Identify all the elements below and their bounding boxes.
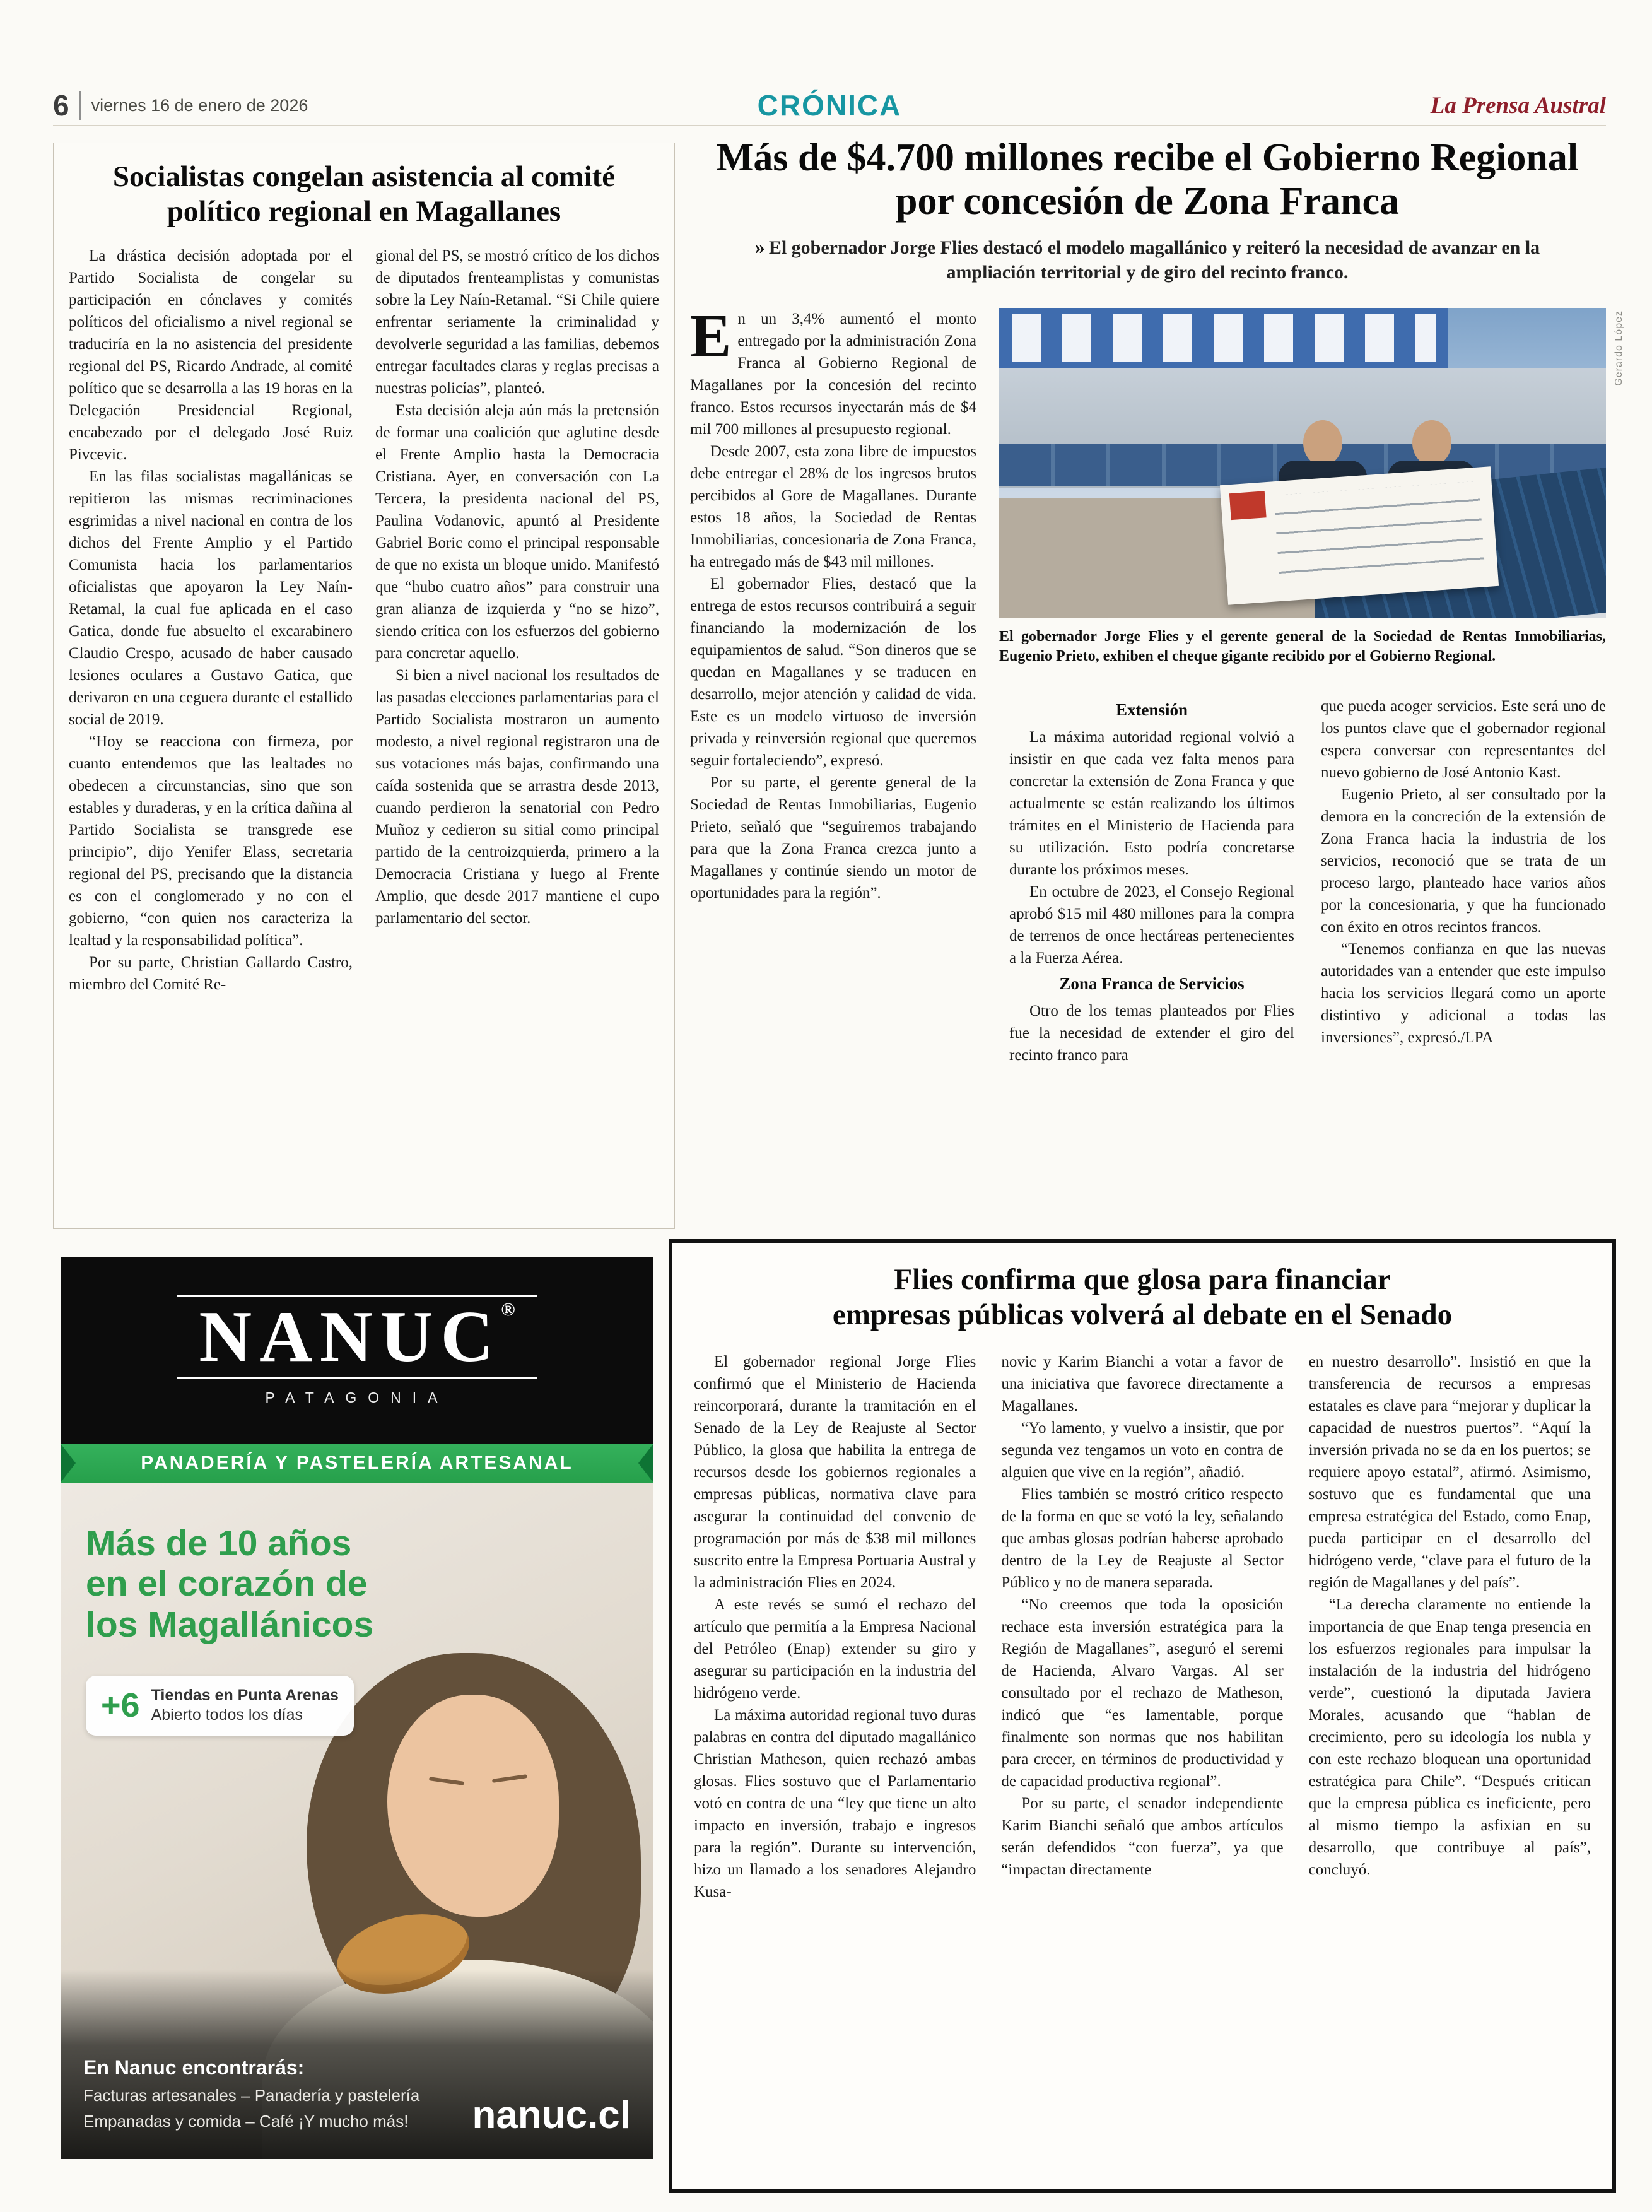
article-kicker bbox=[725, 234, 1570, 285]
photo-sign-letters bbox=[1012, 314, 1436, 362]
registered-mark-icon: ® bbox=[501, 1298, 515, 1320]
paragraph: Flies también se mostró crítico respecto de la forma en que se votó la ley, señalando que ambas glosas podrían haberse aprobado dentro de la Ley de Reajuste al Sector Público y no de manera separada. bbox=[1001, 1485, 1284, 1591]
article-glosa-senado bbox=[669, 1239, 1616, 2193]
article-title: Socialistas congelan asistencia al comité político regional en Magallanes bbox=[112, 160, 616, 228]
headline-line2: empresas públicas volverá al debate en el Senado bbox=[832, 1298, 1453, 1332]
paragraph: Otro de los temas planteados por Flies fue la necesidad de extender el giro del recinto franco para bbox=[1009, 1003, 1294, 1064]
newspaper-brand: La Prensa Austral bbox=[1430, 92, 1606, 119]
nanuc-tagline: PATAGONIA bbox=[265, 1389, 449, 1406]
paragraph: Por su parte, el senador independiente Karim Bianchi señaló que ambos artículos serán defendidos “con fuerza”, ya que “impactan directamente bbox=[1001, 1794, 1284, 1878]
paragraph: “No creemos que toda la oposición rechace esta inversión estratégica para la Región de Magallanes”, aseguró el seremi de Hacienda, Alvaro Vargas. Al ser consultado por el rechazo de Matheson, indicó que “es lamentable, porque finalmente son normas que nos habilitan para crecer, en términos de productividad y de capacidad productiva regional”. bbox=[1001, 1596, 1284, 1790]
check-logo bbox=[1229, 491, 1267, 520]
article-column-3 bbox=[1321, 695, 1606, 1229]
article-column-3 bbox=[1309, 1351, 1591, 2166]
paragraph: “Yo lamento, y vuelvo a insistir, que por segunda vez tengamos un voto en contra de alguien que vive en la región”, añadió. bbox=[1001, 1419, 1284, 1481]
paragraph: El gobernador regional Jorge Flies confirmó que el Ministerio de Hacienda reincorporará, durante la tramitación en el Senado de la Ley de Reajuste al Sector Público, la glosa que habilita la entrega de recursos desde los gobiernos regionales a empresas públicas, normativa clave para asegurar la continuidad del convenio de programación por más de $38 mil millones suscrito entre la Empresa Portuaria Austral y la administración Flies en 2024. bbox=[694, 1353, 976, 1591]
photo-credit: Gerardo López bbox=[1614, 310, 1624, 386]
badge-text bbox=[151, 1686, 339, 1726]
column-paragraphs bbox=[690, 440, 976, 904]
paragraph: La máxima autoridad regional volvió a insistir en que cada vez falta menos para concretar la extensión de Zona Franca y que actualmente se están realizando los últimos trámites en el Ministerio de Hacienda para su utilización. Esto podría concretarse durante los próximos meses. bbox=[1009, 729, 1294, 878]
nanuc-logo-block bbox=[61, 1257, 653, 1444]
nanuc-advertisement bbox=[61, 1257, 653, 2159]
article-headline: Más de $4.700 millones recibe el Gobierno Regional por concesión de Zona Franca bbox=[716, 136, 1579, 223]
article-socialistas bbox=[53, 143, 675, 1229]
page-header bbox=[53, 86, 1606, 126]
photo-sign bbox=[999, 308, 1448, 368]
paragraph: La máxima autoridad regional tuvo duras palabras en contra del diputado magallánico Christian Matheson, quien rechazó ambas glosas. Flies sostuvo que el Parlamentario votó en contra de una “ley que tiene un alto impacto en inversión, trabajo e ingresos para la región”. Durante su intervención, hizo un llamado a los senadores Alejandro Kusa- bbox=[694, 1706, 976, 1900]
article-column-2 bbox=[375, 245, 659, 1182]
stores-badge bbox=[86, 1676, 354, 1736]
badge-line2: Abierto todos los días bbox=[151, 1706, 303, 1724]
lead-text: n un 3,4% aumentó el monto entregado por la administración Zona Franca al Gobierno Regional de Magallanes por la concesión del recinto franco. Estos recursos inyectarán más de $4 mil 700 millones al presupuesto regional. bbox=[690, 310, 976, 438]
subhead-extension: Extensión bbox=[1115, 700, 1188, 719]
paragraph: Esta decisión aleja aún más la pretensión de formar una coalición que aglutine desde el Frente Amplio hasta la Democracia Cristiana. Ayer, en conversación con La Tercera, la presidenta nacional del PS, Paulina Vodanovic, apuntó al Presidente Gabriel Boric como el principal responsable de que no exista un bloque unido. Manifestó que “hubo cuatro años” para construir una gran alianza de izquierda y “no se hizo”, siendo crítica con los esfuerzos del gobierno para concretar aquello. bbox=[375, 402, 659, 662]
news-photo bbox=[999, 308, 1606, 618]
footer-line2: Empanadas y comida – Café ¡Y mucho más! bbox=[83, 2112, 409, 2131]
photo-caption: El gobernador Jorge Flies y el gerente general de la Sociedad de Rentas Inmobiliarias, Eugenio Prieto, exhiben el cheque gigante recibido por el Gobierno Regional. bbox=[999, 628, 1606, 664]
person-head bbox=[1412, 420, 1451, 466]
check-text-lines bbox=[1274, 481, 1485, 590]
column-paragraphs bbox=[1009, 1000, 1294, 1066]
headline-line1: Flies confirma que glosa para financiar bbox=[894, 1263, 1391, 1296]
paragraph: Desde 2007, esta zona libre de impuestos debe entregar el 28% de los ingresos brutos percibidos al Gore de Magallanes. Durante estos 18 años, la Sociedad de Rentas Inmobiliarias, concesionaria de Zona Franca, ha entregado más de $43 mil millones. bbox=[690, 443, 976, 570]
paragraph: que pueda acoger servicios. Este será uno de los puntos clave que el gobernador regional espera conversar con representantes del nuevo gobierno de José Antonio Kast. bbox=[1321, 698, 1606, 781]
person-head bbox=[1303, 420, 1342, 466]
paragraph: “La derecha claramente no entiende la importancia de que Enap tenga presencia en los esfuerzos regionales para impulsar la instalación de la industria del hidrógeno verde”, cuestionó la diputada Javiera Morales, acusando que “hablan de crecimiento, pero su ideología los nubla y con este rechazo bloquean una oportunidad estratégica para Chile”. “Después critican que la empresa pública es ineficiente, pero al mismo tiempo la asfixian en su desarrollo, que contribuye al país”, concluyó. bbox=[1308, 1596, 1591, 1878]
paragraph: En octubre de 2023, el Consejo Regional aprobó $15 mil 480 millones para la compra de terrenos de once hectáreas pertenecientes a la Fuerza Aérea. bbox=[1009, 883, 1294, 967]
article-body bbox=[689, 308, 1624, 1229]
paragraph: El gobernador Flies, destacó que la entrega de estos recursos contribuirá a seguir financiando la modernización de los equipamientos de salud. “Son dineros que se quedan en Magallanes y se traducen en desarrollo, mejor atención y calidad de vida. Este es un modelo virtuoso de inversión privada y reinversión regional que queremos seguir fortaleciendo”, expresó. bbox=[690, 575, 976, 769]
ad-headline-line3: los Magallánicos bbox=[86, 1604, 374, 1645]
nanuc-photo-area bbox=[61, 1483, 653, 2159]
photo-giant-check bbox=[1220, 466, 1499, 605]
column-paragraphs bbox=[1009, 726, 1294, 969]
article-columns bbox=[694, 1351, 1591, 2166]
footer-title: En Nanuc encontrarás: bbox=[83, 2056, 305, 2079]
nanuc-logo-text: NANUC bbox=[199, 1296, 501, 1377]
page-date: viernes 16 de enero de 2026 bbox=[91, 95, 308, 115]
page-number: 6 bbox=[53, 91, 81, 120]
paragraph: “Tenemos confianza en que las nuevas autoridades van a entender que este impulso hacia los servicios llegará como un aporte distintivo y adicional a todas las inversiones”, expresó./LPA bbox=[1321, 941, 1606, 1046]
paragraph: A este revés se sumó el rechazo del artículo que permitía a la Empresa Nacional del Petróleo (Enap) extender su giro y asegurar su participación en la industria del hidrógeno verde. bbox=[694, 1596, 976, 1702]
paragraph: “Hoy se reacciona con firmeza, por cuanto entendemos que las lealtades no obedecen a circunstancias, sino que son estables y duraderas, y en la crítica dañina al Partido Socialista se transgrede ese principio”, dijo Yenifer Elass, secretaria regional del PS, precisando que la distancia es con el conglomerado y no con el gobierno, “con quien nos caracteriza la lealtad y la responsabilidad política”. bbox=[69, 733, 353, 950]
paragraph: Por su parte, Christian Gallardo Castro, miembro del Comité Re- bbox=[69, 954, 353, 994]
ad-footer-overlay bbox=[61, 1970, 653, 2159]
subhead-servicios: Zona Franca de Servicios bbox=[1059, 974, 1245, 993]
paragraph: Eugenio Prieto, al ser consultado por la demora en la concreción de la extensión de Zona Franca hacia la industria de los servicios, reconoció que se trata de un proceso largo, planteado hace varios años por la concesionaria, y que ha funcionado con éxito en otros recintos francos. bbox=[1321, 786, 1606, 936]
ad-footer-text bbox=[83, 2056, 419, 2131]
paragraph: en nuestro desarrollo”. Insistió en que la transferencia de recursos a empresas estatales es clave para “mejorar y duplicar la capacidad de nuestros puertos”. “Aquí la inversión privada no se da en los puertos; se requiere apoyo estatal”, afirmó. Asimismo, sostuvo que es fundamental que una empresa estratégica del Estado, como Enap, pueda participar en el desarrollo del hidrógeno verde, “clave para el futuro de la región de Magallanes y del país”. bbox=[1308, 1353, 1591, 1591]
ribbon-text: PANADERÍA Y PASTELERÍA ARTESANAL bbox=[141, 1452, 573, 1473]
article-columns bbox=[69, 245, 659, 1182]
ad-headline-line2: en el corazón de bbox=[86, 1563, 368, 1604]
article-column-1 bbox=[69, 245, 353, 1182]
kicker-text: El gobernador Jorge Flies destacó el modelo magallánico y reiteró la necesidad de avanzar en la ampliación territorial y de giro del recinto franco. bbox=[768, 237, 1540, 283]
article-column-1 bbox=[694, 1351, 976, 2166]
ad-headline-line1: Más de 10 años bbox=[86, 1523, 352, 1563]
section-title: CRÓNICA bbox=[757, 89, 902, 122]
article-column-2 bbox=[1001, 1351, 1283, 2166]
drop-cap: E bbox=[690, 308, 732, 370]
paragraph: En las filas socialistas magallánicas se repitieron las mismas recriminaciones esgrimidas a nivel nacional en contra de los dichos del Frente Amplio y el Partido Comunista hacia los parlamentarios oficialistas que apoyaron la Ley Naín-Retamal, la cual fue aplicada en el caso Gatica, donde fue absuelto el excarabinero Claudio Crespo, acusado de haber causado lesiones oculares a Gustavo Gatica, que derivaron en una ceguera durante el estallido social de 2019. bbox=[69, 468, 353, 729]
paragraph: La drástica decisión adoptada por el Partido Socialista de congelar su participación en cónclaves y comités políticos del oficialismo a nivel regional se traduciría en la no asistencia del presidente regional del PS, Ricardo Andrade, al comité político que se desarrolla a las 19 horas en la Delegación Presidencial Regional, encabezado por el delegado José Ruiz Pivcevic. bbox=[69, 247, 353, 464]
nanuc-ribbon bbox=[61, 1444, 653, 1483]
badge-count: +6 bbox=[101, 1686, 140, 1725]
footer-line1: Facturas artesanales – Panadería y pastelería bbox=[83, 2086, 420, 2105]
nanuc-website: nanuc.cl bbox=[472, 2093, 631, 2137]
article-zona-franca bbox=[689, 136, 1624, 1229]
article-column-2 bbox=[1009, 695, 1294, 1229]
article-headline bbox=[694, 1262, 1591, 1333]
nanuc-logo-frame bbox=[177, 1295, 536, 1379]
paragraph: novic y Karim Bianchi a votar a favor de una iniciativa que favorece directamente a Magallanes. bbox=[1001, 1353, 1284, 1415]
paragraph: gional del PS, se mostró crítico de los dichos de diputados frenteamplistas y comunistas sobre la Ley Naín-Retamal. “Si Chile quiere enfrentar seriamente la criminalidad y devolverle seguridad a las familias, debemos entregar facultades claras y reglas precisas a nuestras policías”, planteó. bbox=[375, 247, 659, 397]
ad-headline bbox=[86, 1523, 373, 1645]
paragraph: Por su parte, el gerente general de la Sociedad de Rentas Inmobiliarias, Eugenio Prieto, señaló que “seguiremos trabajando para que la Zona Franca crezca junto a Magallanes y continúe siendo un motor de oportunidades para la región”. bbox=[690, 774, 976, 902]
article-column-1 bbox=[690, 308, 976, 1229]
badge-line1: Tiendas en Punta Arenas bbox=[151, 1686, 339, 1704]
paragraph: Si bien a nivel nacional los resultados de las pasadas elecciones parlamentarias para el Partido Socialista mostraron un aumento modesto, a nivel regional registraron una de sus votaciones más bajas, confirmando una caída sostenida que se arrastra desde 2013, cuando perdieron la senatorial con Pedro Muñoz y cedieron su sitial como principal partido de la centroizquierda, primero a la Democracia Cristiana y luego al Frente Amplio, que desde 2017 mantiene el cupo parlamentario del sector. bbox=[375, 667, 659, 927]
kicker-marker-icon: » bbox=[754, 235, 765, 258]
nanuc-logo bbox=[199, 1296, 515, 1377]
lead-paragraph bbox=[690, 308, 976, 440]
